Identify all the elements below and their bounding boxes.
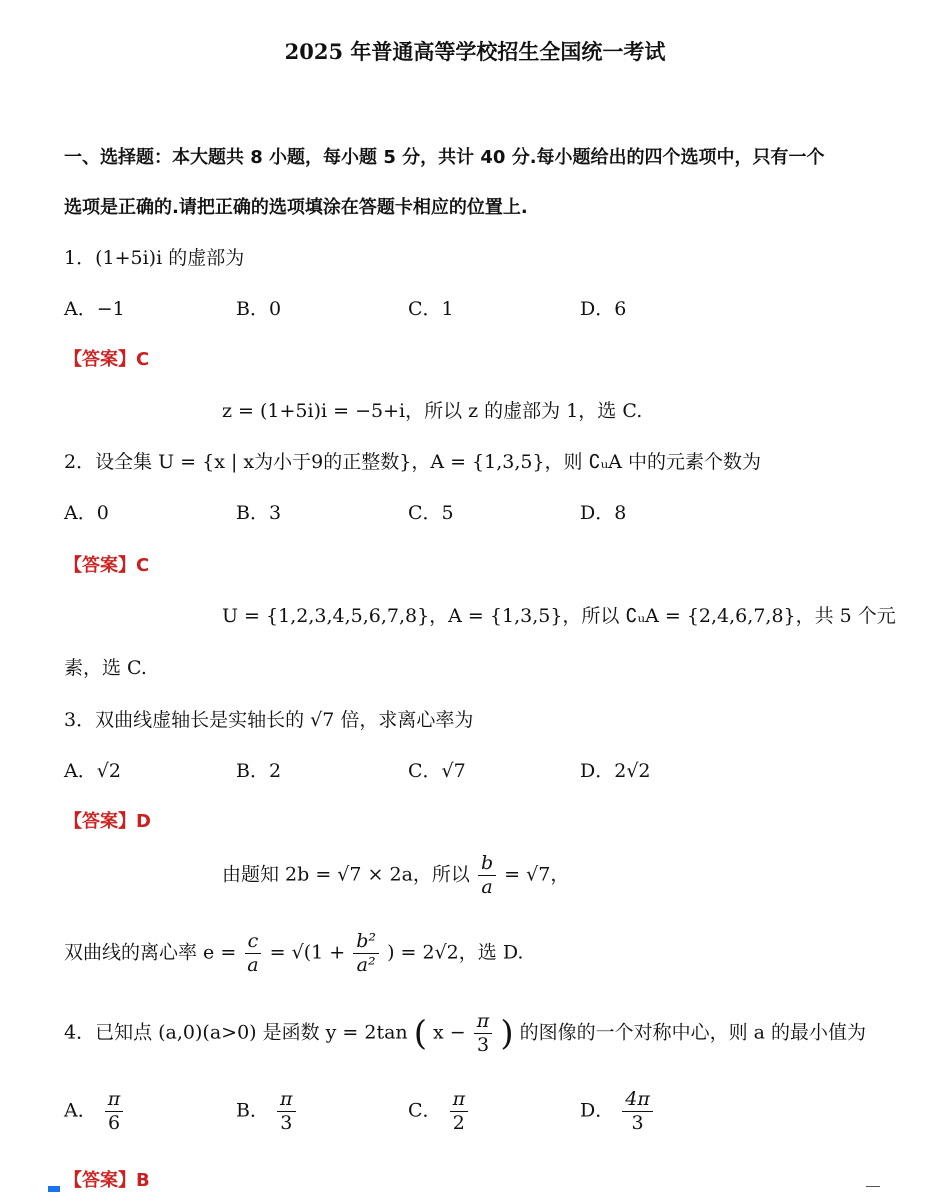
q4-option-d-fraction (622, 1088, 653, 1135)
q1-stem: 1．(1+5i)i 的虚部为 (64, 247, 245, 269)
q3-sol2-pre: 双曲线的离心率 e = (64, 941, 237, 964)
q3-stem: 3．双曲线虚轴长是实轴长的 √7 倍，求离心率为 (64, 709, 474, 731)
q2-option-d: D．8 (580, 502, 627, 524)
q1-answer: 【答案】C (64, 349, 150, 370)
q4-stem-frac-den: 3 (476, 1033, 490, 1056)
q3-sol2-fraction2 (353, 930, 379, 977)
q4-option-b (236, 1088, 298, 1135)
q2-solution-line2: 素，选 C. (64, 657, 147, 679)
q4-option-d-den: 3 (631, 1111, 644, 1134)
q3-sol1-frac-num: b (478, 852, 496, 876)
q3-sol1-frac-den: a (481, 875, 493, 898)
q4-option-b-den: 3 (280, 1111, 293, 1134)
q3-option-b: B．2 (236, 760, 282, 782)
q3-sol2-frac-den: a (247, 953, 259, 976)
q4-stem (64, 1010, 866, 1057)
q4-right-paren: ) (500, 1013, 514, 1054)
q3-sol2-fraction (244, 930, 261, 977)
q2-option-b: B．3 (236, 502, 282, 524)
q3-option-d: D．2√2 (580, 760, 651, 782)
q4-option-c (408, 1088, 470, 1135)
q3-answer: 【答案】D (64, 811, 151, 832)
q3-sol1-fraction (478, 852, 496, 899)
q2-stem: 2．设全集 U = {x | x为小于9的正整数}，A = {1,3,5}，则 ∁ᵤA 中的元素个数为 (64, 451, 762, 473)
q2-answer: 【答案】C (64, 555, 150, 576)
q1-option-d: D．6 (580, 298, 627, 320)
q4-option-c-den: 2 (452, 1111, 465, 1134)
q4-stem-frac-num: π (474, 1010, 493, 1034)
q4-stem-pre: 4．已知点 (a,0)(a>0) 是函数 y = 2tan (64, 1021, 408, 1044)
q3-sol1-post: = √7， (504, 863, 570, 886)
page-dash (866, 1186, 880, 1187)
q4-option-d-label: D． (580, 1099, 615, 1122)
q4-option-d-num: 4π (622, 1088, 653, 1112)
q1-solution: z = (1+5i)i = −5+i，所以 z 的虚部为 1，选 C. (222, 400, 643, 422)
q3-solution-line2 (64, 930, 523, 977)
q4-stem-x: x − (433, 1021, 466, 1044)
q4-left-paren: ( (413, 1013, 427, 1054)
q4-option-c-num: π (450, 1088, 469, 1112)
q1-option-a: A．−1 (64, 298, 125, 320)
q3-sol2-post: ) = 2√2，选 D. (387, 941, 524, 964)
q3-sol2-frac2-den: a² (356, 953, 376, 976)
q4-option-a (64, 1088, 125, 1135)
q4-option-a-fraction (105, 1088, 124, 1135)
q1-option-c: C．1 (408, 298, 454, 320)
section-instructions-line2: 选项是正确的.请把正确的选项填涂在答题卡相应的位置上. (64, 197, 528, 218)
q1-option-b: B．0 (236, 298, 282, 320)
q2-option-c: C．5 (408, 502, 454, 524)
section-instructions-line1: 一、选择题：本大题共 8 小题，每小题 5 分，共计 40 分.每小题给出的四个选项中，只有一个 (64, 147, 825, 168)
q2-solution-line1: U = {1,2,3,4,5,6,7,8}，A = {1,3,5}，所以 ∁ᵤA = {2,4,6,7,8}，共 5 个元 (222, 605, 896, 627)
q4-option-b-fraction (277, 1088, 296, 1135)
q4-option-d (580, 1088, 655, 1135)
page-marker (48, 1186, 60, 1192)
q3-sol2-frac-num: c (245, 930, 262, 954)
q4-answer: 【答案】B (64, 1170, 150, 1191)
q4-option-b-label: B． (236, 1099, 269, 1122)
q4-option-a-num: π (105, 1088, 124, 1112)
q4-option-c-label: C． (408, 1099, 442, 1122)
q3-sol1-pre: 由题知 2b = √7 × 2a，所以 (222, 863, 470, 886)
q4-option-a-label: A． (64, 1099, 97, 1122)
q3-option-c: C．√7 (408, 760, 466, 782)
q4-option-c-fraction (450, 1088, 469, 1135)
q4-stem-post: 的图像的一个对称中心，则 a 的最小值为 (519, 1021, 867, 1044)
q4-option-a-den: 6 (107, 1111, 121, 1134)
page-title: 2025 年普通高等学校招生全国统一考试 (284, 39, 666, 64)
q3-solution-line1 (222, 852, 569, 899)
q4-option-b-num: π (277, 1088, 296, 1112)
q2-option-a: A．0 (64, 502, 109, 524)
q3-sol2-frac2-num: b² (353, 930, 379, 954)
q4-stem-fraction (474, 1010, 493, 1057)
q3-option-a: A．√2 (64, 760, 121, 782)
q3-sol2-mid: = √(1 + (269, 941, 346, 964)
